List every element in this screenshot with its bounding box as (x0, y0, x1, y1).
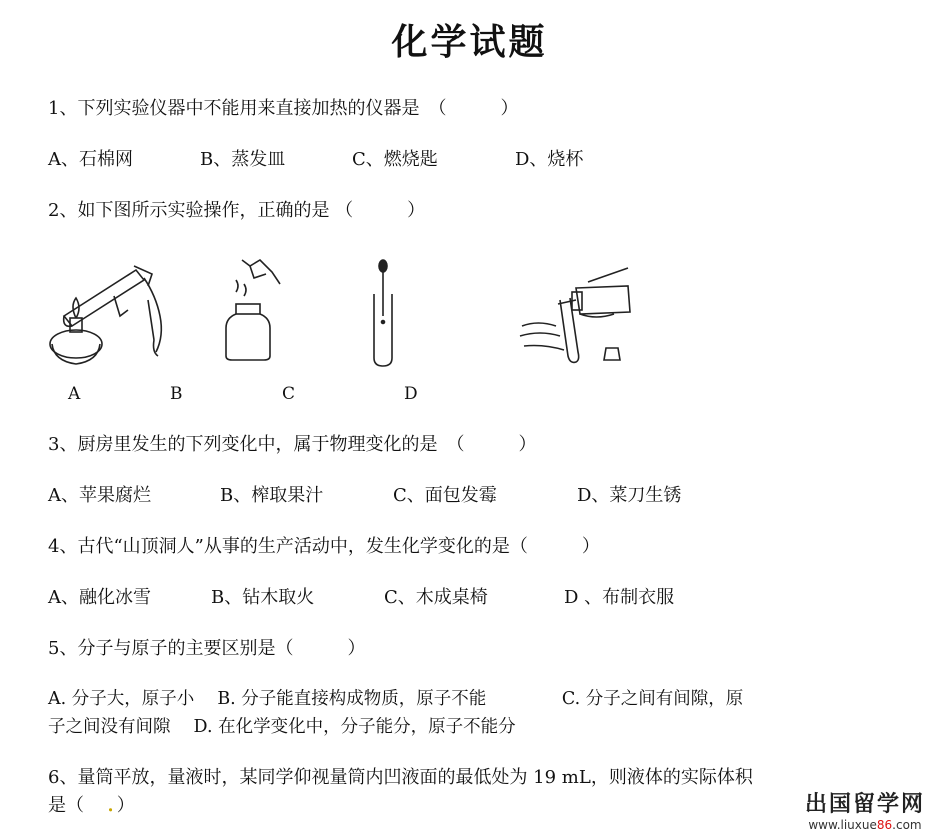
question-3-option-c: C、面包发霉 (393, 485, 497, 506)
figure-label-a: A (68, 384, 81, 404)
question-1-option-d: D、烧杯 (515, 149, 584, 170)
question-3-option-d: D、菜刀生锈 (577, 485, 682, 506)
watermark-text: 出国留学网 (804, 792, 925, 817)
question-2-stem: 2、如下图所示实验操作，正确的是 （ ） (48, 200, 426, 221)
question-5-answers-line-2: 子之间没有间隙 D. 在化学变化中，分子能分，原子不能分 (48, 717, 516, 737)
question-5-stem: 5、分子与原子的主要区别是（ ） (48, 638, 366, 659)
question-3-option-a: A、苹果腐烂 (48, 485, 151, 506)
question-1-stem: 1、下列实验仪器中不能用来直接加热的仪器是 （ ） (48, 98, 519, 119)
figure-a-heating-illustration (44, 256, 174, 371)
watermark-url (805, 818, 925, 832)
watermark-url-highlight: 86 (876, 818, 893, 832)
question-6-dot: ． (107, 795, 117, 816)
watermark-url-suffix: .com (892, 818, 922, 832)
figure-label-b: B (170, 384, 183, 404)
figure-label-c: C (282, 384, 296, 404)
figure-b-bottle-illustration (220, 256, 290, 366)
question-1-option-a: A、石棉网 (48, 149, 133, 170)
question-6-stem: 6、量筒平放，量液时，某同学仰视量筒内凹液面的最低处为 19 mL，则液体的实际体积 (48, 767, 753, 788)
question-1-option-b: B、蒸发皿 (200, 149, 286, 170)
question-4-option-d: D 、布制衣服 (564, 587, 675, 608)
question-5-answers-line-1: A. 分子大，原子小 B. 分子能直接构成物质，原子不能 C. 分子之间有间隙，原 (48, 689, 744, 709)
watermark-logo (805, 787, 925, 832)
page-title: 化学试题 (391, 21, 548, 63)
figure-label-d: D (404, 384, 418, 404)
question-6-paren-open: 是（ (48, 795, 84, 816)
question-4-option-c: C、木成桌椅 (384, 587, 488, 608)
question-6-paren-close: ） (116, 795, 135, 816)
question-3-stem: 3、厨房里发生的下列变化中，属于物理变化的是 （ ） (48, 434, 537, 455)
figure-d-pouring-illustration (518, 264, 638, 370)
question-3-option-b: B、榨取果汁 (220, 485, 324, 506)
question-4-stem: 4、古代“山顶洞人”从事的生产活动中，发生化学变化的是（ ） (48, 536, 600, 557)
figure-c-dropper-illustration (368, 258, 398, 370)
question-1-option-c: C、燃烧匙 (352, 149, 438, 170)
question-4-option-a: A、融化冰雪 (48, 587, 151, 608)
watermark-url-prefix: www.liuxue (808, 818, 877, 832)
question-6-stem-line-2 (48, 793, 135, 819)
question-4-option-b: B、钻木取火 (211, 587, 315, 608)
